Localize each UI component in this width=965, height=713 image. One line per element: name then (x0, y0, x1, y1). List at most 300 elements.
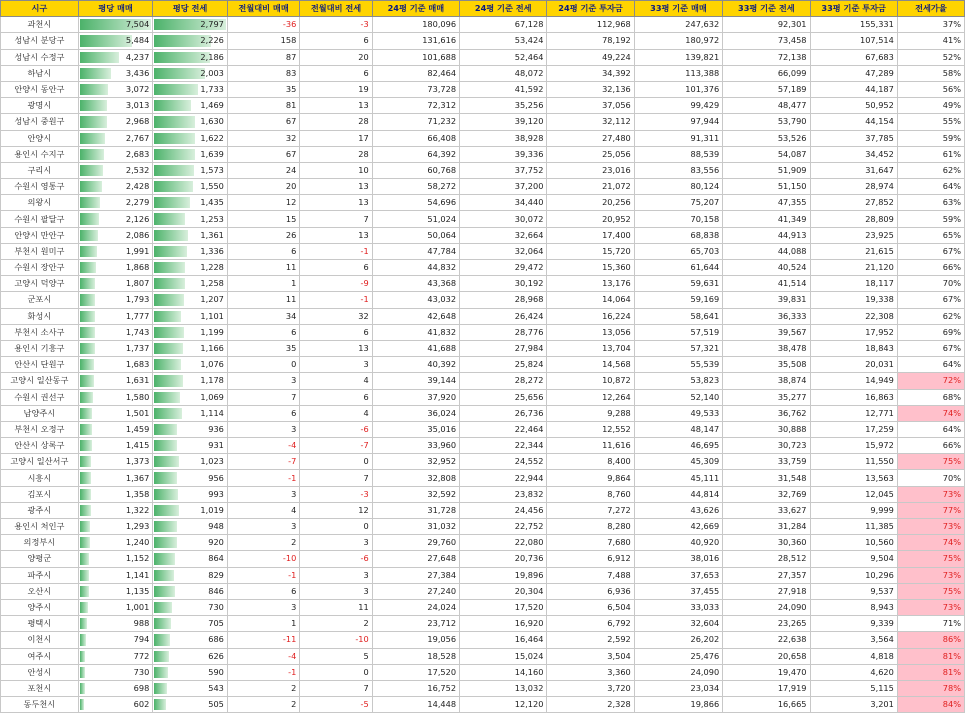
cell-24-invest[interactable]: 17,400 (547, 227, 634, 243)
cell-region[interactable]: 성남시 분당구 (1, 33, 79, 49)
cell-33-invest[interactable]: 44,187 (810, 81, 897, 97)
cell-mom-price[interactable]: 3 (227, 599, 299, 615)
cell-price-per-pyeong[interactable] (78, 502, 153, 518)
cell-24-jeonse[interactable]: 30,192 (460, 276, 547, 292)
cell-mom-jeonse[interactable]: 7 (300, 680, 372, 696)
cell-region[interactable]: 수원시 권선구 (1, 389, 79, 405)
cell-24-jeonse[interactable]: 32,064 (460, 243, 547, 259)
cell-price-per-pyeong[interactable] (78, 551, 153, 567)
cell-mom-jeonse[interactable]: 19 (300, 81, 372, 97)
cell-mom-jeonse[interactable]: -6 (300, 551, 372, 567)
cell-jeonse-per-pyeong[interactable] (153, 195, 228, 211)
cell-33-jeonse[interactable]: 51,150 (723, 179, 810, 195)
cell-33-jeonse[interactable]: 73,458 (723, 33, 810, 49)
cell-24-invest[interactable]: 112,968 (547, 17, 634, 33)
cell-24-invest[interactable]: 14,064 (547, 292, 634, 308)
cell-24-price[interactable]: 72,312 (372, 98, 459, 114)
cell-24-price[interactable]: 17,520 (372, 664, 459, 680)
cell-33-jeonse[interactable]: 31,548 (723, 470, 810, 486)
cell-mom-price[interactable]: 3 (227, 519, 299, 535)
cell-33-jeonse[interactable]: 35,508 (723, 357, 810, 373)
cell-mom-price[interactable]: 1 (227, 616, 299, 632)
cell-24-price[interactable]: 33,960 (372, 438, 459, 454)
cell-jeonse-per-pyeong[interactable] (153, 373, 228, 389)
cell-mom-jeonse[interactable]: 0 (300, 664, 372, 680)
cell-33-invest[interactable]: 34,452 (810, 146, 897, 162)
cell-33-price[interactable]: 49,533 (634, 405, 722, 421)
cell-24-invest[interactable]: 3,720 (547, 680, 634, 696)
cell-33-jeonse[interactable]: 33,759 (723, 454, 810, 470)
cell-24-price[interactable]: 27,648 (372, 551, 459, 567)
cell-24-price[interactable]: 40,392 (372, 357, 459, 373)
cell-jeonse-ratio[interactable]: 62% (897, 162, 964, 178)
cell-mom-jeonse[interactable]: 17 (300, 130, 372, 146)
cell-price-per-pyeong[interactable] (78, 632, 153, 648)
cell-33-jeonse[interactable]: 20,658 (723, 648, 810, 664)
cell-mom-jeonse[interactable]: 5 (300, 648, 372, 664)
cell-price-per-pyeong[interactable] (78, 664, 153, 680)
cell-24-jeonse[interactable]: 24,456 (460, 502, 547, 518)
cell-jeonse-per-pyeong[interactable] (153, 648, 228, 664)
cell-price-per-pyeong[interactable] (78, 98, 153, 114)
cell-region[interactable]: 부천시 오정구 (1, 421, 79, 437)
cell-mom-jeonse[interactable]: 13 (300, 98, 372, 114)
cell-33-invest[interactable]: 4,818 (810, 648, 897, 664)
cell-33-jeonse[interactable]: 24,090 (723, 599, 810, 615)
cell-region[interactable]: 성남시 수정구 (1, 49, 79, 65)
cell-jeonse-ratio[interactable]: 52% (897, 49, 964, 65)
cell-jeonse-ratio[interactable]: 59% (897, 211, 964, 227)
cell-24-price[interactable]: 131,616 (372, 33, 459, 49)
cell-33-invest[interactable]: 37,785 (810, 130, 897, 146)
cell-24-price[interactable]: 32,808 (372, 470, 459, 486)
cell-mom-jeonse[interactable]: -7 (300, 438, 372, 454)
cell-33-invest[interactable]: 20,031 (810, 357, 897, 373)
cell-24-jeonse[interactable]: 38,928 (460, 130, 547, 146)
cell-region[interactable]: 포천시 (1, 680, 79, 696)
cell-24-price[interactable]: 60,768 (372, 162, 459, 178)
cell-mom-jeonse[interactable]: 13 (300, 179, 372, 195)
cell-24-price[interactable]: 180,096 (372, 17, 459, 33)
cell-24-price[interactable]: 101,688 (372, 49, 459, 65)
cell-jeonse-ratio[interactable]: 63% (897, 195, 964, 211)
cell-jeonse-ratio[interactable]: 73% (897, 567, 964, 583)
cell-jeonse-per-pyeong[interactable] (153, 162, 228, 178)
cell-region[interactable]: 부천시 소사구 (1, 324, 79, 340)
cell-24-invest[interactable]: 16,224 (547, 308, 634, 324)
cell-33-jeonse[interactable]: 31,284 (723, 519, 810, 535)
cell-24-jeonse[interactable]: 28,776 (460, 324, 547, 340)
cell-mom-price[interactable]: -36 (227, 17, 299, 33)
cell-mom-price[interactable]: 81 (227, 98, 299, 114)
cell-price-per-pyeong[interactable] (78, 567, 153, 583)
cell-24-price[interactable]: 27,384 (372, 567, 459, 583)
cell-jeonse-per-pyeong[interactable] (153, 49, 228, 65)
cell-33-price[interactable]: 55,539 (634, 357, 722, 373)
cell-33-invest[interactable]: 9,504 (810, 551, 897, 567)
cell-33-invest[interactable]: 10,560 (810, 535, 897, 551)
cell-33-jeonse[interactable]: 41,514 (723, 276, 810, 292)
cell-24-price[interactable]: 41,832 (372, 324, 459, 340)
cell-33-price[interactable]: 83,556 (634, 162, 722, 178)
cell-jeonse-per-pyeong[interactable] (153, 211, 228, 227)
cell-region[interactable]: 광명시 (1, 98, 79, 114)
cell-33-price[interactable]: 247,632 (634, 17, 722, 33)
cell-mom-price[interactable]: -4 (227, 438, 299, 454)
cell-24-price[interactable]: 54,696 (372, 195, 459, 211)
cell-mom-price[interactable]: 20 (227, 179, 299, 195)
cell-mom-price[interactable]: 3 (227, 486, 299, 502)
cell-price-per-pyeong[interactable] (78, 340, 153, 356)
cell-mom-price[interactable]: -4 (227, 648, 299, 664)
cell-24-jeonse[interactable]: 17,520 (460, 599, 547, 615)
cell-33-price[interactable]: 38,016 (634, 551, 722, 567)
cell-24-jeonse[interactable]: 20,304 (460, 583, 547, 599)
cell-price-per-pyeong[interactable] (78, 519, 153, 535)
cell-24-invest[interactable]: 9,288 (547, 405, 634, 421)
cell-33-invest[interactable]: 28,974 (810, 179, 897, 195)
cell-24-price[interactable]: 44,832 (372, 260, 459, 276)
cell-price-per-pyeong[interactable] (78, 81, 153, 97)
cell-mom-jeonse[interactable]: 7 (300, 470, 372, 486)
cell-region[interactable]: 안양시 (1, 130, 79, 146)
cell-jeonse-ratio[interactable]: 75% (897, 454, 964, 470)
cell-33-price[interactable]: 180,972 (634, 33, 722, 49)
cell-33-price[interactable]: 61,644 (634, 260, 722, 276)
cell-mom-jeonse[interactable]: -6 (300, 421, 372, 437)
cell-24-jeonse[interactable]: 22,080 (460, 535, 547, 551)
cell-24-jeonse[interactable]: 13,032 (460, 680, 547, 696)
cell-33-jeonse[interactable]: 53,526 (723, 130, 810, 146)
cell-24-invest[interactable]: 2,592 (547, 632, 634, 648)
cell-24-price[interactable]: 51,024 (372, 211, 459, 227)
cell-mom-jeonse[interactable]: 32 (300, 308, 372, 324)
cell-mom-price[interactable]: 2 (227, 697, 299, 713)
cell-33-invest[interactable]: 18,843 (810, 340, 897, 356)
cell-region[interactable]: 안양시 동안구 (1, 81, 79, 97)
cell-33-price[interactable]: 40,920 (634, 535, 722, 551)
cell-24-jeonse[interactable]: 41,592 (460, 81, 547, 97)
cell-jeonse-per-pyeong[interactable] (153, 292, 228, 308)
cell-33-jeonse[interactable]: 38,874 (723, 373, 810, 389)
cell-33-invest[interactable]: 17,259 (810, 421, 897, 437)
col-header-24-jeonse[interactable]: 24평 기준 전세 (460, 1, 547, 17)
cell-33-invest[interactable]: 47,289 (810, 65, 897, 81)
cell-33-price[interactable]: 59,169 (634, 292, 722, 308)
cell-jeonse-ratio[interactable]: 64% (897, 421, 964, 437)
cell-mom-jeonse[interactable]: 3 (300, 535, 372, 551)
cell-price-per-pyeong[interactable] (78, 146, 153, 162)
cell-mom-price[interactable]: 6 (227, 405, 299, 421)
cell-mom-jeonse[interactable]: -1 (300, 243, 372, 259)
cell-jeonse-per-pyeong[interactable] (153, 405, 228, 421)
cell-mom-jeonse[interactable]: 7 (300, 211, 372, 227)
cell-24-jeonse[interactable]: 16,464 (460, 632, 547, 648)
cell-mom-price[interactable]: 2 (227, 535, 299, 551)
cell-24-invest[interactable]: 12,552 (547, 421, 634, 437)
cell-jeonse-ratio[interactable]: 74% (897, 535, 964, 551)
cell-price-per-pyeong[interactable] (78, 260, 153, 276)
cell-24-jeonse[interactable]: 20,736 (460, 551, 547, 567)
cell-33-invest[interactable]: 44,154 (810, 114, 897, 130)
cell-region[interactable]: 수원시 영통구 (1, 179, 79, 195)
cell-jeonse-ratio[interactable]: 84% (897, 697, 964, 713)
cell-mom-price[interactable]: 12 (227, 195, 299, 211)
cell-24-invest[interactable]: 8,760 (547, 486, 634, 502)
cell-jeonse-per-pyeong[interactable] (153, 632, 228, 648)
cell-33-jeonse[interactable]: 27,918 (723, 583, 810, 599)
col-header-mom-jeonse[interactable]: 전월대비 전세 (300, 1, 372, 17)
cell-mom-price[interactable]: 6 (227, 583, 299, 599)
cell-24-price[interactable]: 66,408 (372, 130, 459, 146)
cell-33-invest[interactable]: 17,952 (810, 324, 897, 340)
cell-jeonse-per-pyeong[interactable] (153, 454, 228, 470)
cell-24-jeonse[interactable]: 28,272 (460, 373, 547, 389)
cell-33-jeonse[interactable]: 35,277 (723, 389, 810, 405)
cell-mom-price[interactable]: -1 (227, 470, 299, 486)
cell-region[interactable]: 오산시 (1, 583, 79, 599)
cell-jeonse-ratio[interactable]: 78% (897, 680, 964, 696)
cell-region[interactable]: 파주시 (1, 567, 79, 583)
cell-33-price[interactable]: 52,140 (634, 389, 722, 405)
cell-price-per-pyeong[interactable] (78, 599, 153, 615)
cell-24-price[interactable]: 31,728 (372, 502, 459, 518)
cell-region[interactable]: 부천시 원미구 (1, 243, 79, 259)
cell-33-jeonse[interactable]: 57,189 (723, 81, 810, 97)
cell-jeonse-per-pyeong[interactable] (153, 664, 228, 680)
cell-mom-jeonse[interactable]: 0 (300, 454, 372, 470)
cell-24-price[interactable]: 41,688 (372, 340, 459, 356)
cell-33-invest[interactable]: 50,952 (810, 98, 897, 114)
cell-24-jeonse[interactable]: 67,128 (460, 17, 547, 33)
cell-region[interactable]: 의정부시 (1, 535, 79, 551)
cell-mom-jeonse[interactable]: 13 (300, 340, 372, 356)
cell-price-per-pyeong[interactable] (78, 438, 153, 454)
cell-price-per-pyeong[interactable] (78, 130, 153, 146)
cell-33-price[interactable]: 45,309 (634, 454, 722, 470)
cell-jeonse-ratio[interactable]: 69% (897, 324, 964, 340)
col-header-jeonse-per-pyeong[interactable]: 평당 전세 (153, 1, 228, 17)
cell-mom-price[interactable]: 83 (227, 65, 299, 81)
cell-24-price[interactable]: 29,760 (372, 535, 459, 551)
cell-24-invest[interactable]: 27,480 (547, 130, 634, 146)
cell-jeonse-ratio[interactable]: 61% (897, 146, 964, 162)
cell-mom-price[interactable]: -1 (227, 664, 299, 680)
cell-33-price[interactable]: 80,124 (634, 179, 722, 195)
cell-price-per-pyeong[interactable] (78, 17, 153, 33)
cell-33-price[interactable]: 101,376 (634, 81, 722, 97)
cell-24-jeonse[interactable]: 26,736 (460, 405, 547, 421)
cell-24-price[interactable]: 18,528 (372, 648, 459, 664)
cell-24-price[interactable]: 43,032 (372, 292, 459, 308)
cell-jeonse-per-pyeong[interactable] (153, 324, 228, 340)
cell-33-jeonse[interactable]: 28,512 (723, 551, 810, 567)
cell-mom-price[interactable]: 15 (227, 211, 299, 227)
cell-jeonse-ratio[interactable]: 65% (897, 227, 964, 243)
cell-jeonse-ratio[interactable]: 70% (897, 470, 964, 486)
cell-price-per-pyeong[interactable] (78, 308, 153, 324)
cell-33-price[interactable]: 32,604 (634, 616, 722, 632)
cell-33-jeonse[interactable]: 30,888 (723, 421, 810, 437)
cell-region[interactable]: 안산시 단원구 (1, 357, 79, 373)
cell-24-jeonse[interactable]: 22,752 (460, 519, 547, 535)
cell-24-invest[interactable]: 7,680 (547, 535, 634, 551)
cell-region[interactable]: 안산시 상록구 (1, 438, 79, 454)
cell-region[interactable]: 여주시 (1, 648, 79, 664)
cell-33-price[interactable]: 58,641 (634, 308, 722, 324)
cell-33-price[interactable]: 23,034 (634, 680, 722, 696)
cell-33-invest[interactable]: 155,331 (810, 17, 897, 33)
cell-price-per-pyeong[interactable] (78, 162, 153, 178)
cell-33-price[interactable]: 48,147 (634, 421, 722, 437)
cell-price-per-pyeong[interactable] (78, 535, 153, 551)
cell-jeonse-ratio[interactable]: 81% (897, 648, 964, 664)
cell-jeonse-per-pyeong[interactable] (153, 357, 228, 373)
cell-jeonse-per-pyeong[interactable] (153, 243, 228, 259)
cell-24-price[interactable]: 42,648 (372, 308, 459, 324)
cell-33-invest[interactable]: 28,809 (810, 211, 897, 227)
cell-24-invest[interactable]: 7,272 (547, 502, 634, 518)
cell-24-invest[interactable]: 6,504 (547, 599, 634, 615)
cell-jeonse-ratio[interactable]: 77% (897, 502, 964, 518)
col-header-33-jeonse[interactable]: 33평 기준 전세 (723, 1, 810, 17)
cell-24-price[interactable]: 32,592 (372, 486, 459, 502)
cell-jeonse-per-pyeong[interactable] (153, 260, 228, 276)
cell-mom-jeonse[interactable]: 3 (300, 567, 372, 583)
cell-24-jeonse[interactable]: 22,344 (460, 438, 547, 454)
cell-mom-jeonse[interactable]: -1 (300, 292, 372, 308)
cell-24-invest[interactable]: 7,488 (547, 567, 634, 583)
cell-mom-price[interactable]: -1 (227, 567, 299, 583)
cell-jeonse-per-pyeong[interactable] (153, 680, 228, 696)
cell-jeonse-ratio[interactable]: 67% (897, 243, 964, 259)
cell-24-price[interactable]: 50,064 (372, 227, 459, 243)
cell-jeonse-per-pyeong[interactable] (153, 470, 228, 486)
cell-33-jeonse[interactable]: 38,478 (723, 340, 810, 356)
cell-24-jeonse[interactable]: 19,896 (460, 567, 547, 583)
cell-price-per-pyeong[interactable] (78, 33, 153, 49)
cell-24-invest[interactable]: 15,360 (547, 260, 634, 276)
cell-mom-jeonse[interactable]: 3 (300, 357, 372, 373)
cell-24-jeonse[interactable]: 29,472 (460, 260, 547, 276)
cell-24-price[interactable]: 27,240 (372, 583, 459, 599)
cell-33-price[interactable]: 37,455 (634, 583, 722, 599)
cell-price-per-pyeong[interactable] (78, 373, 153, 389)
cell-jeonse-per-pyeong[interactable] (153, 98, 228, 114)
cell-jeonse-per-pyeong[interactable] (153, 308, 228, 324)
cell-33-invest[interactable]: 9,999 (810, 502, 897, 518)
cell-33-jeonse[interactable]: 17,919 (723, 680, 810, 696)
cell-24-jeonse[interactable]: 23,832 (460, 486, 547, 502)
cell-24-jeonse[interactable]: 35,256 (460, 98, 547, 114)
cell-mom-jeonse[interactable]: -5 (300, 697, 372, 713)
cell-region[interactable]: 구리시 (1, 162, 79, 178)
cell-33-invest[interactable]: 18,117 (810, 276, 897, 292)
cell-mom-price[interactable]: 35 (227, 340, 299, 356)
cell-33-jeonse[interactable]: 36,333 (723, 308, 810, 324)
cell-region[interactable]: 김포시 (1, 486, 79, 502)
cell-33-jeonse[interactable]: 54,087 (723, 146, 810, 162)
cell-24-jeonse[interactable]: 37,752 (460, 162, 547, 178)
cell-jeonse-per-pyeong[interactable] (153, 535, 228, 551)
cell-mom-jeonse[interactable]: -3 (300, 486, 372, 502)
cell-mom-jeonse[interactable]: 13 (300, 227, 372, 243)
cell-price-per-pyeong[interactable] (78, 114, 153, 130)
cell-jeonse-ratio[interactable]: 73% (897, 519, 964, 535)
cell-24-jeonse[interactable]: 52,464 (460, 49, 547, 65)
cell-33-jeonse[interactable]: 22,638 (723, 632, 810, 648)
cell-region[interactable]: 수원시 팔달구 (1, 211, 79, 227)
cell-jeonse-ratio[interactable]: 37% (897, 17, 964, 33)
cell-33-price[interactable]: 70,158 (634, 211, 722, 227)
cell-33-invest[interactable]: 12,045 (810, 486, 897, 502)
cell-jeonse-ratio[interactable]: 72% (897, 373, 964, 389)
cell-24-jeonse[interactable]: 28,968 (460, 292, 547, 308)
cell-mom-jeonse[interactable]: 0 (300, 519, 372, 535)
col-header-33-price[interactable]: 33평 기준 매매 (634, 1, 722, 17)
cell-24-invest[interactable]: 6,936 (547, 583, 634, 599)
cell-mom-price[interactable]: 11 (227, 292, 299, 308)
cell-33-jeonse[interactable]: 27,357 (723, 567, 810, 583)
cell-33-price[interactable]: 25,476 (634, 648, 722, 664)
cell-33-invest[interactable]: 14,949 (810, 373, 897, 389)
cell-24-jeonse[interactable]: 48,072 (460, 65, 547, 81)
cell-mom-price[interactable]: -7 (227, 454, 299, 470)
cell-jeonse-per-pyeong[interactable] (153, 519, 228, 535)
cell-24-jeonse[interactable]: 14,160 (460, 664, 547, 680)
cell-24-invest[interactable]: 13,176 (547, 276, 634, 292)
cell-24-invest[interactable]: 37,056 (547, 98, 634, 114)
cell-price-per-pyeong[interactable] (78, 179, 153, 195)
cell-24-jeonse[interactable]: 53,424 (460, 33, 547, 49)
cell-33-invest[interactable]: 19,338 (810, 292, 897, 308)
cell-region[interactable]: 성남시 중원구 (1, 114, 79, 130)
cell-33-invest[interactable]: 22,308 (810, 308, 897, 324)
cell-jeonse-per-pyeong[interactable] (153, 179, 228, 195)
cell-33-invest[interactable]: 9,339 (810, 616, 897, 632)
cell-33-price[interactable]: 26,202 (634, 632, 722, 648)
cell-33-invest[interactable]: 9,537 (810, 583, 897, 599)
cell-24-price[interactable]: 39,144 (372, 373, 459, 389)
cell-mom-price[interactable]: 7 (227, 389, 299, 405)
cell-price-per-pyeong[interactable] (78, 680, 153, 696)
cell-jeonse-ratio[interactable]: 75% (897, 583, 964, 599)
cell-jeonse-per-pyeong[interactable] (153, 486, 228, 502)
cell-33-jeonse[interactable]: 53,790 (723, 114, 810, 130)
cell-24-jeonse[interactable]: 16,920 (460, 616, 547, 632)
cell-jeonse-per-pyeong[interactable] (153, 438, 228, 454)
cell-24-jeonse[interactable]: 26,424 (460, 308, 547, 324)
cell-33-invest[interactable]: 13,563 (810, 470, 897, 486)
cell-33-price[interactable]: 57,519 (634, 324, 722, 340)
cell-33-jeonse[interactable]: 36,762 (723, 405, 810, 421)
col-header-33-invest[interactable]: 33평 기준 투자금 (810, 1, 897, 17)
cell-mom-jeonse[interactable]: 10 (300, 162, 372, 178)
cell-24-price[interactable]: 31,032 (372, 519, 459, 535)
cell-price-per-pyeong[interactable] (78, 276, 153, 292)
cell-jeonse-per-pyeong[interactable] (153, 227, 228, 243)
cell-mom-jeonse[interactable]: 28 (300, 114, 372, 130)
cell-24-invest[interactable]: 6,912 (547, 551, 634, 567)
cell-region[interactable]: 고양시 일산동구 (1, 373, 79, 389)
cell-region[interactable]: 안양시 만안구 (1, 227, 79, 243)
cell-mom-price[interactable]: 67 (227, 146, 299, 162)
cell-jeonse-per-pyeong[interactable] (153, 551, 228, 567)
cell-33-price[interactable]: 75,207 (634, 195, 722, 211)
cell-price-per-pyeong[interactable] (78, 421, 153, 437)
cell-24-invest[interactable]: 21,072 (547, 179, 634, 195)
cell-24-price[interactable]: 32,952 (372, 454, 459, 470)
